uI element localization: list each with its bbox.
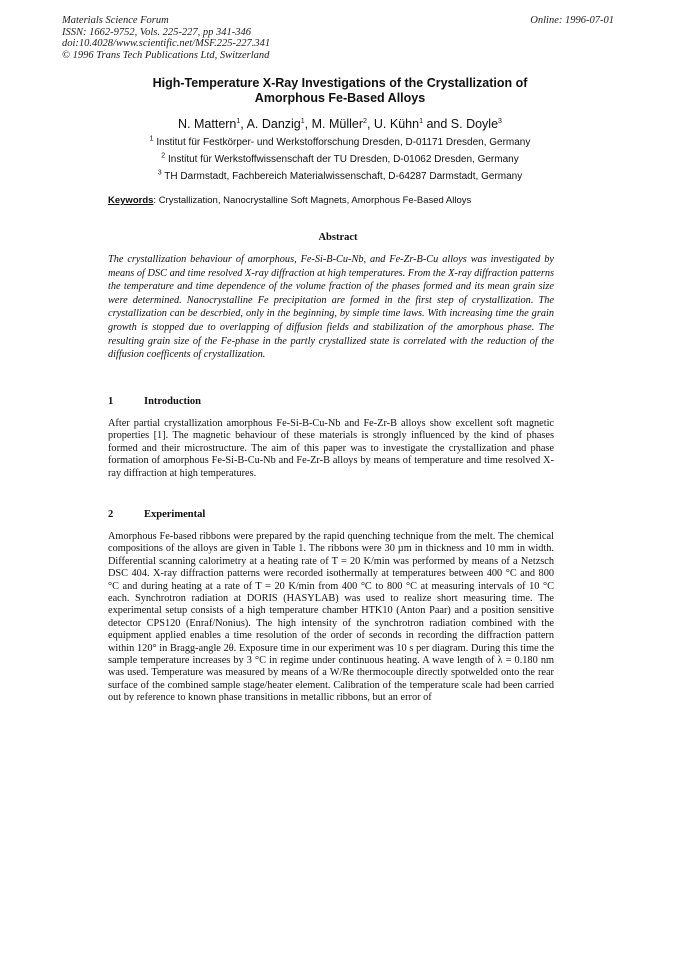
journal-header	[62, 15, 422, 61]
journal-issn: ISSN: 1662-9752, Vols. 225-227, pp 341-346	[62, 26, 251, 38]
abstract-heading: Abstract	[318, 232, 358, 243]
introduction-paragraph: After partial crystallization amorphous Fe-Si-B-Cu-Nb and Fe-Zr-B alloys show excellent soft magnetic properties [1]. The magnetic behaviour of these materials is strongly influenced by the kind of phases formed and their microstructure. The aim of this paper was to investigate the crystallization and phase formation of amorphous Fe-Si-B-Cu-Nb and Fe-Zr-B alloys by means of temperature and time resolved X-ray diffraction at high temperatures.	[108, 418, 554, 479]
author-affiliation-mark: 1	[419, 117, 423, 125]
abstract-text: The crystallization behaviour of amorphous, Fe-Si-B-Cu-Nb, and Fe-Zr-B-Cu alloys was investigated by means of DSC and time resolved X-ray diffraction at high temperatures. From the X-ray diffraction patterns the temperature and time dependence of the volume fraction of the phases formed and its mean grain size were determined. Nanocrystalline Fe precipitation are formed in the first step of crystallization. The crystallization can be descrbied, only in the beginning, by simple time laws. With increasing time the grain growth is stopped due to overlapping of diffusion fields and stabilization of the amorphous phase. The resulting grain size of the Fe-phase in the partly crystallized state is correlated with the reduction of the diffusion coefficents of crystallization.	[108, 254, 554, 361]
author-affiliation-mark: 2	[363, 117, 367, 125]
affiliation-2	[90, 154, 590, 166]
experimental-paragraph: Amorphous Fe-based ribbons were prepared by the rapid quenching technique from the melt. The chemical compositions of the alloys are given in Table 1. The ribbons were 30 µm in thickness and 10 mm in width. Differential scanning calorimetry at a heating rate of T = 20 K/min was performed by means of a Netzsch DSC 404. X-ray diffraction patterns were recorded isothermally at temperatures between 400 °C and 800 °C and during heating at a rate of T = 20 K/min from 400 °C to 800 °C at measuring intervals of 10 °C each. Synchrotron radiation at DORIS (HASYLAB) was used to realize short measuring time. The experimental setup consists of a high temperature chamber HTK10 (Anton Paar) and a position sensitive detector CPS120 (Enraf/Nonius). The high intensity of the synchrotron radiation combined with the equipment applied enables a time resolution of the order of seconds in recording the diffraction pattern within 120° in Bragg-angle 2θ. Exposure time in our experiment was 10 s per diagram. During this time the sample temperature increases by 3 °C in regime under continuous heating. A wave length of λ = 0.180 nm was used. Temperature was measured by means of a W/Re thermocouple directly spotwelded onto the rear surface of the combined sample stage/heater element. Calibration of the temperature scale had been carried out by reference to known phase transitions in metallic ribbons, but an error of	[108, 531, 554, 704]
journal-name: Materials Science Forum	[62, 15, 169, 26]
author-and: and	[426, 117, 448, 131]
journal-copyright: © 1996 Trans Tech Publications Ltd, Switzerland	[62, 49, 270, 61]
author-separator: ,	[240, 117, 247, 131]
section-title: Experimental	[144, 509, 206, 520]
paper-title-line-2: Amorphous Fe-Based Alloys	[254, 91, 426, 105]
author-separator: ,	[304, 117, 312, 131]
affiliation-3	[90, 171, 590, 183]
author-affiliation-mark: 3	[498, 117, 502, 125]
affiliation-text: Institut für Festkörper- und Werkstofforschung Dresden, D-01171 Dresden, Germany	[156, 137, 531, 148]
author-affiliation-mark: 1	[300, 117, 305, 125]
affiliation-mark: 2	[161, 152, 166, 160]
affiliation-text: Institut für Werkstoffwissenschaft der TU Dresden, D-01062 Dresden, Germany	[167, 154, 519, 165]
section-number: 1	[108, 396, 114, 407]
section-number: 2	[108, 509, 114, 520]
keywords-text: Crystallization, Nanocrystalline Soft Magnets, Amorphous Fe-Based Alloys	[158, 195, 472, 206]
author-name: S. Doyle	[450, 117, 499, 131]
keywords: Keywords: Crystallization, Nanocrystalline Soft Magnets, Amorphous Fe-Based Alloys	[108, 195, 472, 206]
author-name: A. Danzig	[246, 117, 301, 131]
section-heading-introduction	[108, 396, 568, 407]
affiliation-text: TH Darmstadt, Fachbereich Materialwissenschaft, D-64287 Darmstadt, Germany	[164, 171, 523, 182]
affiliation-1	[90, 137, 590, 149]
author-affiliation-mark: 1	[236, 117, 241, 125]
author-name: N. Mattern	[178, 117, 237, 131]
section-title: Introduction	[144, 396, 201, 407]
author-separator: ,	[366, 117, 374, 131]
affiliation-mark: 1	[149, 135, 154, 143]
author-list	[90, 117, 590, 132]
paper-title-line-1: High-Temperature X-Ray Investigations of the Crystallization of	[152, 76, 528, 90]
keywords-label: Keywords	[108, 195, 154, 206]
online-date: Online: 1996-07-01	[530, 15, 614, 26]
author-name: U. Kühn	[373, 117, 420, 131]
author-name: M. Müller	[311, 117, 364, 131]
affiliation-mark: 3	[157, 169, 162, 177]
journal-doi[interactable]: doi:10.4028/www.scientific.net/MSF.225-227.341	[62, 38, 271, 49]
section-heading-experimental	[108, 509, 568, 520]
paper-title	[90, 76, 590, 106]
